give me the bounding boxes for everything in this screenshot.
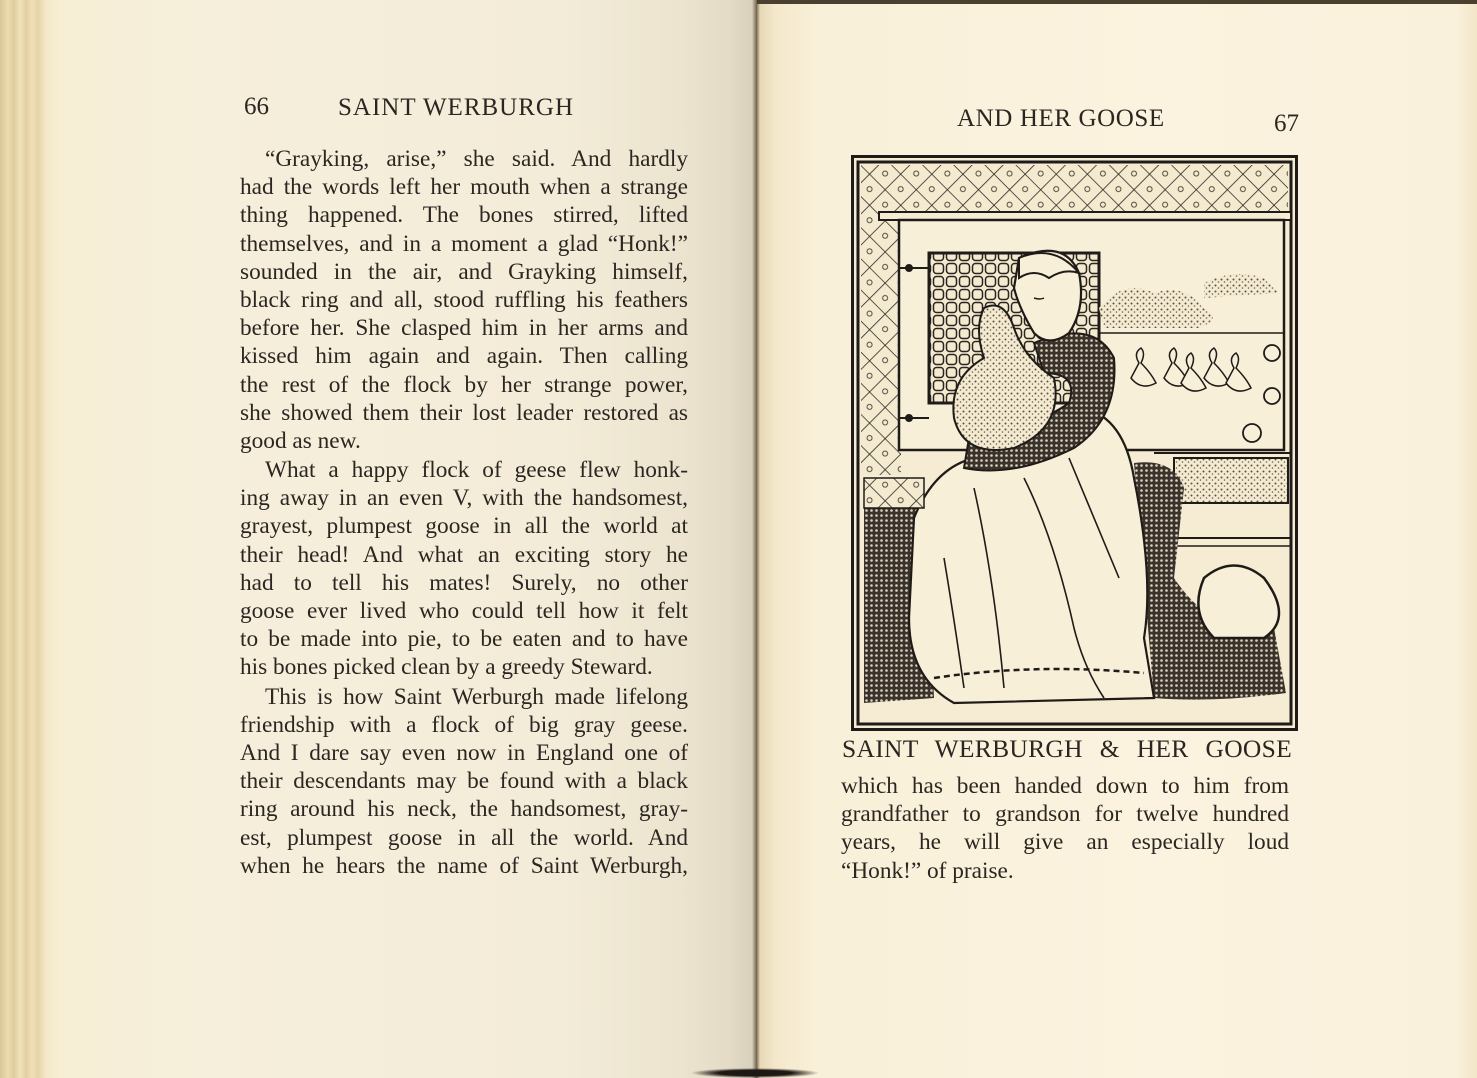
running-head: SAINT WERBURGH: [338, 94, 575, 121]
text-line: What a happy flock of geese flew honk-: [265, 457, 688, 484]
text-line: to be made into pie, to be eaten and to have: [240, 626, 688, 653]
lattice-wall-top: [861, 165, 1288, 215]
body-text: [841, 772, 1289, 885]
text-line: their head! And what an exciting story he: [240, 541, 688, 568]
text-line: had to tell his mates! Surely, no other: [240, 569, 688, 596]
text-line: their descendants may be found with a black: [240, 768, 688, 795]
seat: [864, 478, 924, 508]
text-line: black ring and all, stood ruffling his feathers: [240, 286, 688, 313]
text-line: est, plumpest goose in all the world. And: [240, 824, 688, 851]
cabinet: [1174, 458, 1288, 503]
page-number: 66: [244, 93, 269, 120]
text-line: she showed them their lost leader restored as: [240, 399, 688, 426]
lattice-wall-left: [861, 215, 901, 475]
text-line: goose ever lived who could tell how it felt: [240, 598, 688, 624]
text-line: “Honk!” of praise.: [841, 857, 1014, 884]
text-line: grandfather to grandson for twelve hundred: [841, 801, 1289, 828]
text-line: years, he will give an especially loud: [841, 829, 1289, 856]
text-line: kissed him again and again. Then calling: [240, 343, 688, 370]
text-line: thing happened. The bones stirred, lifted: [240, 202, 688, 229]
text-line: his bones picked clean by a greedy Steward.: [240, 654, 653, 681]
text-line: which has been handed down to him from: [841, 773, 1289, 799]
body-text: [240, 145, 688, 880]
text-line: ing away in an even V, with the handsomest,: [240, 485, 688, 512]
text-line: good as new.: [240, 427, 361, 454]
text-line: before her. She clasped him in her arms and: [240, 315, 688, 342]
page-number: 67: [1274, 110, 1299, 137]
text-line: “Grayking, arise,” she said. And hardly: [265, 146, 688, 172]
text-line: sounded in the air, and Grayking himself,: [240, 258, 688, 285]
text-line: friendship with a flock of big gray geese.: [240, 711, 688, 738]
text-line: grayest, plumpest goose in all the world at: [240, 513, 688, 540]
text-line: when he hears the name of Saint Werburgh,: [240, 852, 688, 879]
illustration: [851, 155, 1298, 731]
text-line: themselves, and in a moment a glad “Honk!”: [240, 230, 688, 257]
illustration-artwork: [854, 158, 1295, 728]
gutter-shadow: [690, 1068, 820, 1078]
text-line: the rest of the flock by her strange power,: [240, 371, 688, 398]
text-line: And I dare say even now in England one of: [240, 739, 688, 766]
text-line: had the words left her mouth when a strange: [240, 174, 688, 201]
text-line: This is how Saint Werburgh made lifelong: [265, 683, 688, 710]
running-head: AND HER GOOSE: [957, 105, 1165, 132]
text-line: ring around his neck, the handsomest, gray-: [240, 796, 688, 823]
illustration-caption: SAINT WERBURGH & HER GOOSE: [842, 734, 1292, 763]
